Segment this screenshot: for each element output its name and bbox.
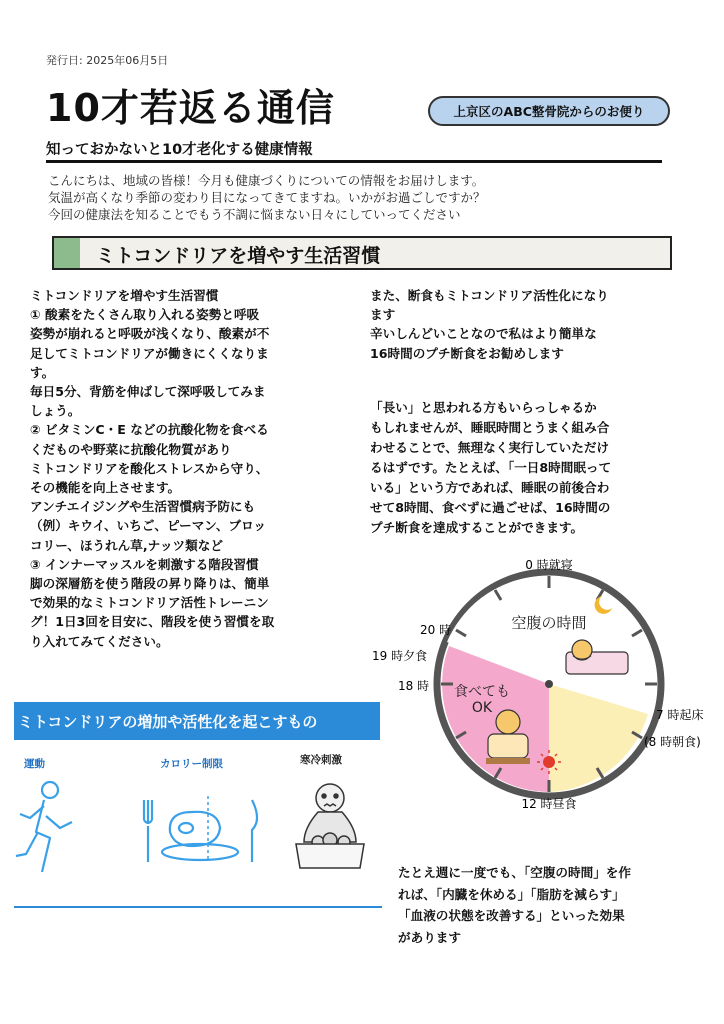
runner-icon: [14, 776, 84, 880]
left-line: 脚の深層筋を使う階段の昇り降りは、簡単: [30, 576, 270, 592]
right-column-top: [370, 286, 710, 363]
left-line: ミトコンドリアを酸化ストレスから守り、: [30, 460, 269, 476]
left-line: コリー、ほうれん草,ナッツ類など: [30, 537, 223, 553]
right-line: 辛いしんどいことなので私はより簡単な: [370, 326, 597, 342]
bottom-line-text: たとえ週に一度でも、「空腹の時間」を作: [398, 865, 631, 880]
eat-ok-label-2: OK: [471, 700, 493, 716]
intro-text: [48, 172, 668, 223]
bottom-line-text: があります: [398, 929, 461, 945]
item-label-calorie: カロリー制限: [160, 758, 223, 770]
right-line: るはずです。たとえば、「一日8時間眠って: [370, 460, 612, 475]
left-line: ミトコンドリアを増やす生活習慣: [30, 288, 219, 303]
newsletter-subtitle: 知っておかないと10才老化する健康情報: [46, 142, 313, 158]
right-line: せて8時間、食べずに過ごせば、16時間の: [370, 500, 611, 515]
left-line: ② ビタミンC・E などの抗酸化物を食べる: [30, 422, 269, 438]
left-line: グ！1日3回を目安に、階段を使う習慣を取: [30, 614, 275, 630]
clock-label-8: (8 時朝食): [644, 735, 701, 749]
clock-center: [545, 680, 553, 688]
clock-label-7: 7 時起床: [656, 708, 704, 722]
left-line: アンチエイジングや生活習慣病予防にも: [30, 499, 256, 515]
right-line: プチ断食を達成することができます。: [370, 520, 584, 535]
clock-label-19: 19 時夕食: [372, 649, 428, 663]
item-label-exercise: 運動: [24, 758, 45, 770]
clock-label-20: 20 時: [420, 623, 452, 637]
cold-bath-icon: [290, 768, 370, 878]
banner-bottom-line: [14, 906, 382, 908]
right-line: もしれませんが、睡眠時間とうまく組み合: [370, 420, 610, 435]
clinic-badge: 上京区のABC整骨院からのお便り: [428, 96, 670, 126]
fasting-time-label: 空腹の時間: [511, 614, 587, 632]
right-column-middle: [370, 398, 710, 538]
header-divider: [46, 160, 662, 163]
left-line: り入れてみてください。: [30, 633, 169, 649]
intro-line: 今回の健康法を知ることでもう不調に悩まない日々にしていってください: [48, 207, 461, 222]
left-line: しょう。: [30, 403, 81, 419]
left-line: 毎日5分、背筋を伸ばして深呼吸してみま: [30, 384, 266, 400]
bottom-line-text: 「血液の状態を改善する」といった効果: [398, 908, 625, 923]
clock-label-12: 12 時昼食: [521, 797, 577, 811]
right-line: ます: [370, 307, 396, 323]
section-title: ミトコンドリアを増やす生活習慣: [96, 245, 381, 267]
right-line: わせることで、無理なく実行していただけ: [370, 440, 610, 455]
bottom-line-text: れば、「内臓を休める」「脂肪を減らす」: [398, 886, 625, 902]
fasting-clock: [372, 556, 724, 856]
left-column: [30, 286, 346, 651]
left-line: その機能を向上させます。: [30, 480, 181, 496]
left-line: くだものや野菜に抗酸化物質があり: [30, 441, 232, 457]
clock-label-0: 0 時就寝: [525, 558, 573, 572]
issue-date: 発行日: 2025年06月5日: [46, 54, 169, 67]
left-line: （例）キウイ、いちご、ピーマン、ブロッ: [30, 518, 267, 534]
section-header: [52, 236, 672, 270]
right-line: また、断食もミトコンドリア活性化になり: [370, 288, 609, 303]
left-line: 姿勢が崩れると呼吸が浅くなり、酸素が不: [30, 326, 270, 342]
left-line: で効果的なミトコンドリア活性トレーニン: [30, 595, 269, 611]
diet-plate-icon: [140, 796, 264, 870]
right-line: 「長い」と思われる方もいらっしゃるか: [370, 400, 597, 415]
clock-label-18: 18 時: [398, 679, 430, 693]
mitochondria-banner: ミトコンドリアの増加や活性化を起こすもの: [14, 702, 380, 740]
bottom-right-text: [398, 862, 718, 948]
intro-line: こんにちは、地域の皆様！今月も健康づくりについての情報をお届けします。: [48, 173, 485, 188]
right-line: いる」という方であれば、睡眠の前後合わ: [370, 480, 610, 495]
left-line: 足してミトコンドリアが働きにくくなりま: [30, 345, 269, 361]
eat-ok-label-1: 食べても: [454, 684, 510, 700]
left-line: す。: [30, 364, 55, 380]
item-label-cold: 寒冷刺激: [300, 754, 342, 766]
right-line: 16時間のプチ断食をお勧めします: [370, 345, 564, 361]
intro-line: 気温が高くなり季節の変わり目になってきてますね。いかがお過ごしですか？: [48, 190, 486, 205]
section-header-tab: [54, 238, 80, 268]
newsletter-title: 10才若返る通信: [46, 86, 335, 130]
left-line: ① 酸素をたくさん取り入れる姿勢と呼吸: [30, 307, 260, 323]
left-line: ③ インナーマッスルを刺激する階段習慣: [30, 556, 259, 572]
